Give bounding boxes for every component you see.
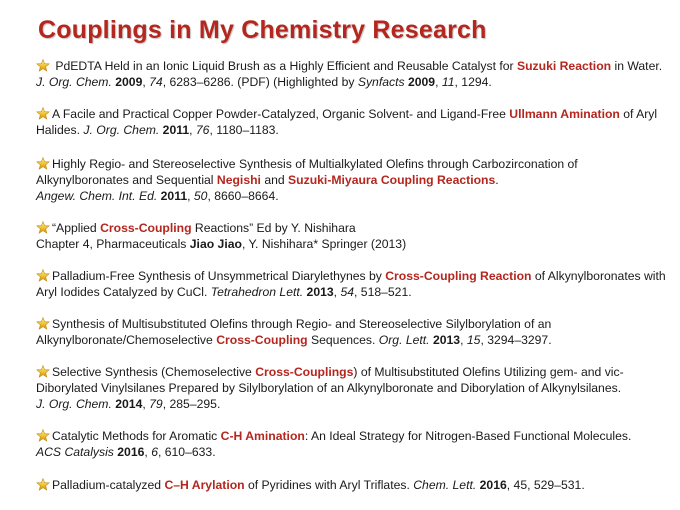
- entry-text: : An Ideal Strategy for Nitrogen-Based Functional Molecules.: [304, 429, 632, 443]
- year: 2016: [117, 445, 145, 459]
- pages: , 3294–3297.: [480, 333, 552, 347]
- highlight-term: Negishi: [216, 173, 261, 187]
- entry-text: ) of Multisubstituted Olefins Utilizing gem- and vic-Diborylated Vinylsilanes Prepared by Silylborylation of an Alkynylboronate and Diborylation of Alkynylsilanes.: [36, 365, 624, 395]
- highlight-term: Cross-Couplings: [255, 365, 354, 379]
- publication-entry-1: PdEDTA Held in an Ionic Liquid Brush as a Highly Efficient and Reusable Catalyst for Suzuki Reaction in Water. J. Org. Chem. 2009, 74, 6283–6286. (PDF) (Highlighted by Synfacts 2009, 11, 1294.: [36, 59, 663, 89]
- entry-text: Selective Synthesis (Chemoselective: [52, 365, 256, 379]
- author-name: Jiao Jiao: [189, 237, 242, 251]
- entry-text: Highly Regio- and Stereoselective Synthesis of Multialkylated Olefins through Carbozirconation of Alkynylboronates and Sequential: [36, 157, 578, 187]
- highlight-term: Cross-Coupling: [100, 221, 192, 235]
- journal-name: Synfacts: [357, 75, 405, 89]
- journal-name: J. Org. Chem.: [36, 397, 112, 411]
- pages: , 6283–6286. (PDF) (Highlighted by: [162, 75, 358, 89]
- journal-name: Tetrahedron Lett.: [210, 285, 304, 299]
- highlight-term: Cross-Coupling: [216, 333, 308, 347]
- year: 2016: [479, 478, 507, 492]
- volume: 15: [466, 333, 481, 347]
- publication-entry-4: “Applied Cross-Coupling Reactions” Ed by Y. Nishihara Chapter 4, Pharmaceuticals Jiao Jiao, Y. Nishihara* Springer (2013): [36, 221, 407, 251]
- publication-entry-7: Selective Synthesis (Chemoselective Cross-Couplings) of Multisubstituted Olefins Utilizing gem- and vic-Diborylated Vinylsilanes Prepared by Silylborylation of an Alkynylboronate and Diborylation of Alkynylsilanes. J. Org. Chem. 2014, 79, 285–295.: [36, 365, 624, 411]
- entry-text: Synthesis of Multisubstituted Olefins through Regio- and Stereoselective Silylborylation of an Alkynylboronate/Chemoselective: [36, 317, 552, 347]
- publication-entry-2: A Facile and Practical Copper Powder-Catalyzed, Organic Solvent- and Ligand-Free Ullmann Amination of Aryl Halides. J. Org. Chem. 2011, 76, 1180–1183.: [36, 107, 658, 137]
- star-icon: [36, 269, 50, 282]
- entry-text: A Facile and Practical Copper Powder-Catalyzed, Organic Solvent- and Ligand-Free: [52, 107, 510, 121]
- year: 2013: [432, 333, 461, 347]
- year: 2011: [160, 189, 188, 203]
- highlight-term: Suzuki Reaction: [516, 59, 612, 73]
- pages: , 45, 529–531.: [506, 478, 585, 492]
- slide-title: Couplings in My Chemistry Research: [38, 16, 487, 44]
- highlight-term: Ullmann Amination: [509, 107, 620, 121]
- entry-text: of Pyridines with Aryl Triflates.: [244, 478, 414, 492]
- entry-text: Catalytic Methods for Aromatic: [52, 429, 221, 443]
- year: 2009: [115, 75, 143, 89]
- pages: , 610–633.: [157, 445, 216, 459]
- star-icon: [36, 107, 50, 120]
- highlight-term: Suzuki-Miyaura Coupling Reactions: [288, 173, 496, 187]
- pages: , 518–521.: [354, 285, 412, 299]
- volume: 6: [151, 445, 158, 459]
- star-icon: [36, 221, 50, 234]
- star-icon: [36, 317, 50, 330]
- year: 2011: [162, 123, 190, 137]
- year: 2009: [407, 75, 436, 89]
- entry-text: of Aryl Halides.: [36, 107, 658, 137]
- volume: 50: [193, 189, 208, 203]
- publication-entry-5: Palladium-Free Synthesis of Unsymmetrical Diarylethynes by Cross-Coupling Reaction of Alkynylboronates with Aryl Iodides Catalyzed by CuCl. Tetrahedron Lett. 2013, 54, 518–521.: [36, 269, 666, 299]
- entry-text: of Alkynylboronates with Aryl Iodides Catalyzed by CuCl.: [36, 269, 666, 299]
- entry-text: Sequences.: [307, 333, 379, 347]
- entry-text: in Water.: [611, 59, 663, 73]
- star-icon: [36, 157, 50, 170]
- volume: 54: [340, 285, 355, 299]
- volume: 79: [149, 397, 163, 411]
- highlight-term: C–H Arylation: [164, 478, 245, 492]
- volume: 11: [441, 75, 455, 89]
- star-icon: [36, 478, 50, 491]
- star-icon: [36, 429, 50, 442]
- entry-text: PdEDTA Held in an Ionic Liquid Brush as a Highly Efficient and Reusable Catalyst for: [52, 59, 517, 73]
- publication-entry-3: Highly Regio- and Stereoselective Synthesis of Multialkylated Olefins through Carbozirconation of Alkynylboronates and Sequential Negishi and Suzuki-Miyaura Coupling Reactions. Angew. Chem. Int. Ed. 2011, 50, 8660–8664.: [36, 157, 578, 203]
- journal-name: Chem. Lett.: [413, 478, 477, 492]
- entry-text: Palladium-catalyzed: [52, 478, 165, 492]
- journal-name: ACS Catalysis: [36, 445, 114, 459]
- star-icon: [36, 59, 50, 72]
- star-icon: [36, 365, 50, 378]
- pages: , 1294.: [454, 75, 492, 89]
- entry-text: Palladium-Free Synthesis of Unsymmetrical Diarylethynes by: [52, 269, 386, 283]
- publication-entry-8: Catalytic Methods for Aromatic C-H Amination: An Ideal Strategy for Nitrogen-Based Functional Molecules. ACS Catalysis 2016, 6, 610–633.: [36, 429, 632, 459]
- highlight-term: Cross-Coupling Reaction: [385, 269, 532, 283]
- journal-name: J. Org. Chem.: [36, 75, 112, 89]
- journal-name: Angew. Chem. Int. Ed.: [36, 189, 158, 203]
- journal-name: J. Org. Chem.: [83, 123, 160, 137]
- volume: 74: [149, 75, 163, 89]
- highlight-term: C-H Amination: [220, 429, 305, 443]
- publication-entry-6: Synthesis of Multisubstituted Olefins through Regio- and Stereoselective Silylborylation of an Alkynylboronate/Chemoselective Cross-Coupling Sequences. Org. Lett. 2013, 15, 3294–3297.: [36, 317, 552, 347]
- year: 2014: [115, 397, 143, 411]
- pages: , 285–295.: [162, 397, 221, 411]
- year: 2013: [306, 285, 334, 299]
- volume: 76: [195, 123, 210, 137]
- pages: , 1180–1183.: [209, 123, 279, 137]
- pages: , 8660–8664.: [207, 189, 279, 203]
- journal-name: Org. Lett.: [378, 333, 430, 347]
- publication-entry-9: [36, 477, 666, 493]
